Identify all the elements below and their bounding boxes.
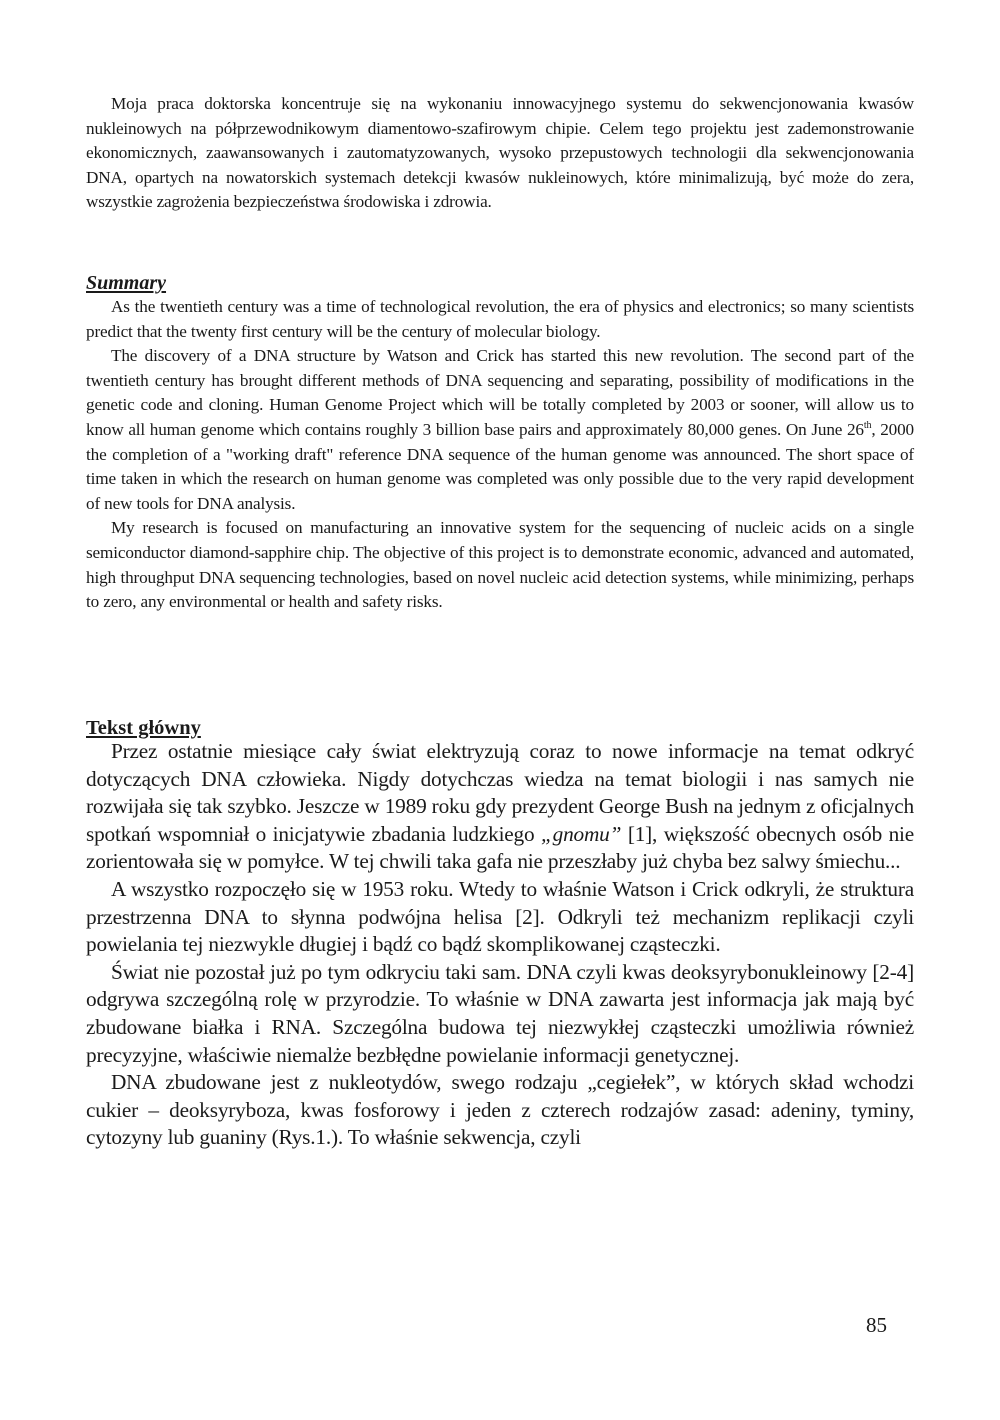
main-paragraph-1 [86, 738, 914, 876]
summary-paragraph-2-text-a: The discovery of a DNA structure by Watson and Crick has started this new revolution. The second part of the twentieth century has brought different methods of DNA sequencing and separating, possibility of modifications in the genetic code and cloning. Human Genome Project which will be totally completed by 2003 or sooner, will allow us to know all human genome which contains roughly 3 billion base pairs and approximately 80,000 genes. On June 26 [86, 346, 914, 439]
main-paragraph-1-text-a: Przez ostatnie miesiące cały świat elektryzują coraz to nowe informacje na temat odkryć dotyczących DNA człowieka. Nigdy dotychczas wiedza na temat biologii i nas samych nie rozwijała się tak szybko. Jeszcze w 1989 roku gdy prezydent George Bush na jednym z oficjalnych spotkań wspomniał o inicjatywie zbadania ludzkiego [86, 739, 914, 846]
main-text-heading: Tekst główny [86, 717, 201, 739]
main-text-section [86, 738, 914, 1152]
main-paragraph-2: A wszystko rozpoczęło się w 1953 roku. Wtedy to właśnie Watson i Crick odkryli, że struktura przestrzenna DNA to słynna podwójna helisa [2]. Odkryli też mechanizm replikacji czyli powielania tej niezwykle długiej i bądź co bądź skomplikowanej cząsteczki. [86, 876, 914, 957]
summary-heading: Summary [86, 272, 167, 294]
intro-paragraph: Moja praca doktorska koncentruje się na wykonaniu innowacyjnego systemu do sekwencjonowania kwasów nukleinowych na półprzewodnikowym diamentowo-szafirowym chipie. Celem tego projektu jest zademonstrowanie ekonomicznych, zaawansowanych i zautomatyzowanych, wysoko przepustowych technologii dla sekwencjonowania DNA, opartych na nowatorskich systemach detekcji kwasów nukleinowych, które minimalizują, być może do zera, wszystkie zagrożenia bezpieczeństwa środowiska i zdrowia. [86, 94, 914, 212]
summary-section [86, 295, 914, 615]
summary-paragraph-2-text-b: , 2000 the completion of a "working draft" reference DNA sequence of the human genome was announced. The short space of time taken in which the research on human genome was completed was only possible due to the very rapid development of new tools for DNA analysis. [86, 419, 914, 513]
page-number: 85 [866, 1313, 887, 1337]
main-paragraph-3: Świat nie pozostał już po tym odkryciu taki sam. DNA czyli kwas deoksyrybonukleinowy [2-4] odgrywa szczególną rolę w przyrodzie. To właśnie w DNA zawarta jest informacja jak mają być zbudowane białka i RNA. Szczególna budowa tej niezwykłej cząsteczki umożliwia również precyzyjne, właściwie niemalże bezbłędne powielanie informacji genetycznej. [86, 959, 914, 1067]
ordinal-superscript: th [863, 419, 872, 431]
main-paragraph-4: DNA zbudowane jest z nukleotydów, swego rodzaju „cegiełek”, w których skład wchodzi cukier – deoksyryboza, kwas fosforowy i jeden z czterech rodzajów zasad: adeniny, tyminy, cytozyny lub guaniny (Rys.1.). To właśnie sekwencja, czyli [86, 1070, 914, 1150]
document-page [86, 92, 914, 1150]
summary-paragraph-2 [86, 344, 914, 516]
summary-paragraph-3: My research is focused on manufacturing an innovative system for the sequencing of nucleic acids on a single semiconductor diamond-sapphire chip. The objective of this project is to demonstrate economic, advanced and automated, high throughput DNA sequencing technologies, based on novel nucleic acid detection systems, while minimizing, perhaps to zero, any environmental or health and safety risks. [86, 518, 914, 612]
summary-paragraph-1: As the twentieth century was a time of technological revolution, the era of physics and electronics; so many scientists predict that the twenty first century will be the century of molecular biology. [86, 297, 914, 341]
intro-section [86, 92, 914, 215]
gnomu-quote: „gnomu” [541, 821, 622, 846]
main-paragraph-1-text-b: [1], większość obecnych osób nie zorientowała się w pomyłce. W tej chwili taka gafa nie przeszłaby już chyba bez salwy śmiechu... [86, 821, 914, 874]
